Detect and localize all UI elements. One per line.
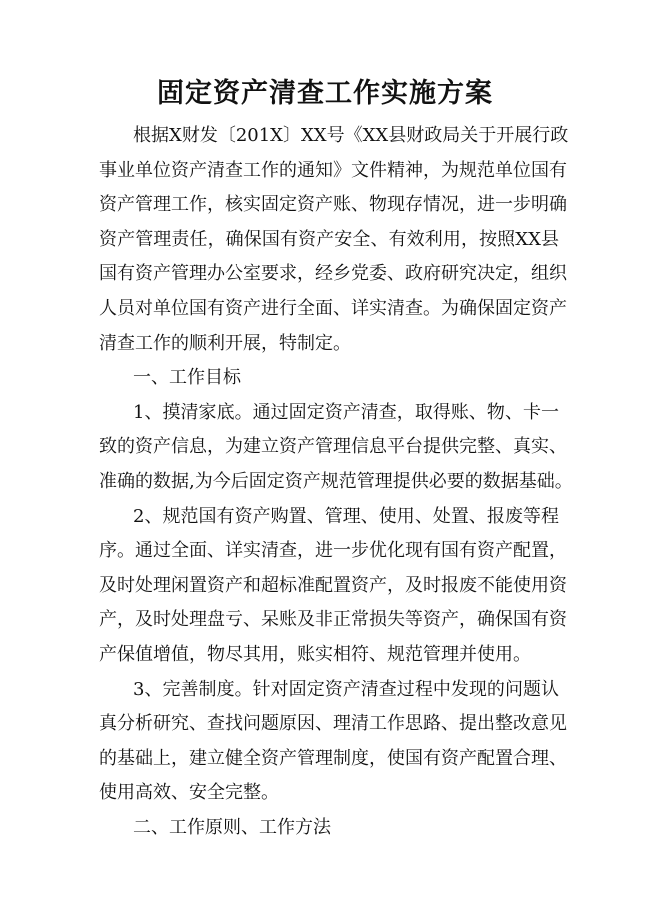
paragraph-goal-1-line-1: 1、摸清家底。通过固定资产清查，取得账、物、卡一	[133, 401, 559, 423]
section-heading-principles: 二、工作原则、工作方法	[133, 816, 331, 838]
paragraph-intro-line-5: 国有资产管理办公室要求，经乡党委、政府研究决定，组织	[99, 263, 567, 285]
paragraph-goal-3-line-3: 的基础上，建立健全资产管理制度，使国有资产配置合理、	[99, 747, 567, 769]
paragraph-goal-1-line-3: 准确的数据,为今后固定资产规范管理提供必要的数据基础。	[99, 470, 573, 492]
paragraph-goal-3-line-4: 使用高效、安全完整。	[99, 782, 279, 804]
paragraph-intro-line-2: 事业单位资产清查工作的通知》文件精神，为规范单位国有	[99, 159, 567, 181]
paragraph-intro-line-1: 根据X财发〔201X〕XX号《XX县财政局关于开展行政	[133, 125, 569, 146]
paragraph-intro-line-3: 资产管理工作，核实固定资产账、物现存情况，进一步明确	[99, 194, 567, 216]
section-heading-goals: 一、工作目标	[133, 367, 241, 389]
paragraph-goal-2-line-3: 及时处理闲置资产和超标准配置资产，及时报废不能使用资	[99, 574, 567, 596]
paragraph-intro-line-6: 人员对单位国有资产进行全面、详实清查。为确保固定资产	[99, 297, 567, 319]
document-body	[99, 119, 573, 845]
paragraph-goal-2-line-5: 产保值增值，物尽其用，账实相符、规范管理并使用。	[99, 643, 531, 665]
paragraph-goal-2-line-1: 2、规范国有资产购置、管理、使用、处置、报废等程	[133, 505, 559, 527]
paragraph-goal-3-line-1: 3、完善制度。针对固定资产清查过程中发现的问题认	[133, 678, 559, 700]
paragraph-goal-1-line-2: 致的资产信息，为建立资产管理信息平台提供完整、真实、	[99, 436, 567, 458]
paragraph-intro-line-7: 清查工作的顺利开展，特制定。	[99, 332, 351, 354]
document-title: 固定资产清查工作实施方案	[157, 78, 493, 109]
paragraph-intro-line-4: 资产管理责任，确保国有资产安全、有效利用，按照XX县	[99, 228, 559, 250]
paragraph-goal-3-line-2: 真分析研究、查找问题原因、理清工作思路、提出整改意见	[99, 713, 567, 735]
paragraph-goal-2-line-2: 序。通过全面、详实清查，进一步优化现有国有资产配置，	[99, 540, 567, 562]
paragraph-goal-2-line-4: 产，及时处理盘亏、呆账及非正常损失等资产，确保国有资	[99, 609, 567, 631]
